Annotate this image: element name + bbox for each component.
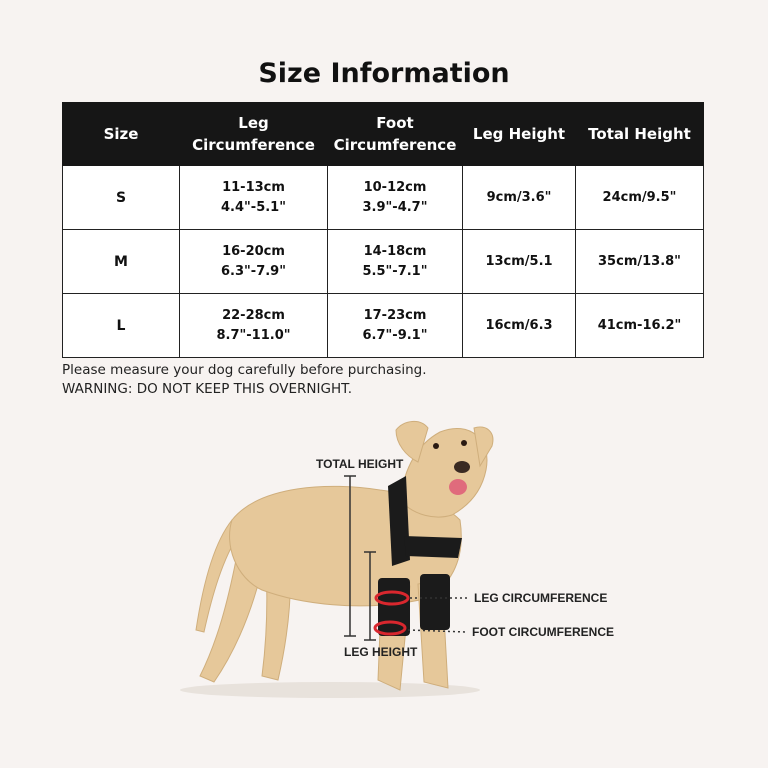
header-leg-height bbox=[463, 103, 576, 166]
header-size-label: Size bbox=[103, 125, 139, 143]
page-title: Size Information bbox=[258, 58, 510, 89]
header-leg-circumference bbox=[180, 103, 328, 166]
header-total-height bbox=[576, 103, 704, 166]
cell-total-height: 35cm/13.8" bbox=[576, 230, 704, 294]
header-leg-line2: Circumference bbox=[192, 136, 315, 154]
header-foot-line1: Foot bbox=[376, 114, 414, 132]
cell-foot-circumference bbox=[328, 230, 463, 294]
cell-foot-in: 3.9"-4.7" bbox=[362, 199, 428, 215]
label-total-height: TOTAL HEIGHT bbox=[316, 457, 404, 471]
measure-note bbox=[62, 361, 427, 399]
dog-eye-left bbox=[433, 443, 439, 449]
table-row bbox=[63, 294, 704, 358]
dog-measurement-diagram bbox=[0, 400, 768, 768]
note-line-warning: WARNING: DO NOT KEEP THIS OVERNIGHT. bbox=[62, 381, 353, 397]
table-row bbox=[63, 230, 704, 294]
cell-leg-circumference bbox=[180, 294, 328, 358]
cell-size: L bbox=[63, 294, 180, 358]
header-total-height-label: Total Height bbox=[588, 125, 691, 143]
cell-total-height: 24cm/9.5" bbox=[576, 166, 704, 230]
cell-leg-cm: 11-13cm bbox=[222, 179, 285, 195]
cell-foot-cm: 14-18cm bbox=[363, 243, 427, 259]
label-foot-circumference: FOOT CIRCUMFERENCE bbox=[472, 625, 614, 639]
table-header-row bbox=[63, 103, 704, 166]
header-leg-height-label: Leg Height bbox=[472, 125, 566, 143]
cell-leg-height: 13cm/5.1 bbox=[463, 230, 576, 294]
cell-foot-circumference bbox=[328, 166, 463, 230]
cell-foot-circumference bbox=[328, 294, 463, 358]
cell-leg-height: 9cm/3.6" bbox=[463, 166, 576, 230]
header-size bbox=[63, 103, 180, 166]
cell-leg-height: 16cm/6.3 bbox=[463, 294, 576, 358]
cell-foot-in: 5.5"-7.1" bbox=[362, 263, 428, 279]
note-line-measure: Please measure your dog carefully before purchasing. bbox=[62, 362, 427, 378]
label-leg-height: LEG HEIGHT bbox=[344, 645, 418, 659]
table-row bbox=[63, 166, 704, 230]
dog-tongue bbox=[449, 479, 467, 495]
cell-foot-cm: 17-23cm bbox=[363, 307, 427, 323]
size-table bbox=[62, 102, 704, 358]
header-foot-line2: Circumference bbox=[333, 136, 457, 154]
cell-size: M bbox=[63, 230, 180, 294]
dog-eye-right bbox=[461, 440, 467, 446]
cell-leg-circumference bbox=[180, 230, 328, 294]
cell-foot-cm: 10-12cm bbox=[363, 179, 427, 195]
cell-leg-in: 4.4"-5.1" bbox=[221, 199, 286, 215]
cell-leg-in: 6.3"-7.9" bbox=[221, 263, 286, 279]
cell-leg-in: 8.7"-11.0" bbox=[216, 327, 291, 343]
label-leg-circumference: LEG CIRCUMFERENCE bbox=[474, 591, 608, 605]
cell-size: S bbox=[63, 166, 180, 230]
cell-total-height: 41cm-16.2" bbox=[576, 294, 704, 358]
cell-foot-in: 6.7"-9.1" bbox=[362, 327, 428, 343]
cell-leg-cm: 22-28cm bbox=[222, 307, 285, 323]
dog-nose bbox=[454, 461, 470, 473]
header-leg-line1: Leg bbox=[238, 114, 269, 132]
cell-leg-circumference bbox=[180, 166, 328, 230]
cell-leg-cm: 16-20cm bbox=[222, 243, 285, 259]
header-foot-circumference bbox=[328, 103, 463, 166]
